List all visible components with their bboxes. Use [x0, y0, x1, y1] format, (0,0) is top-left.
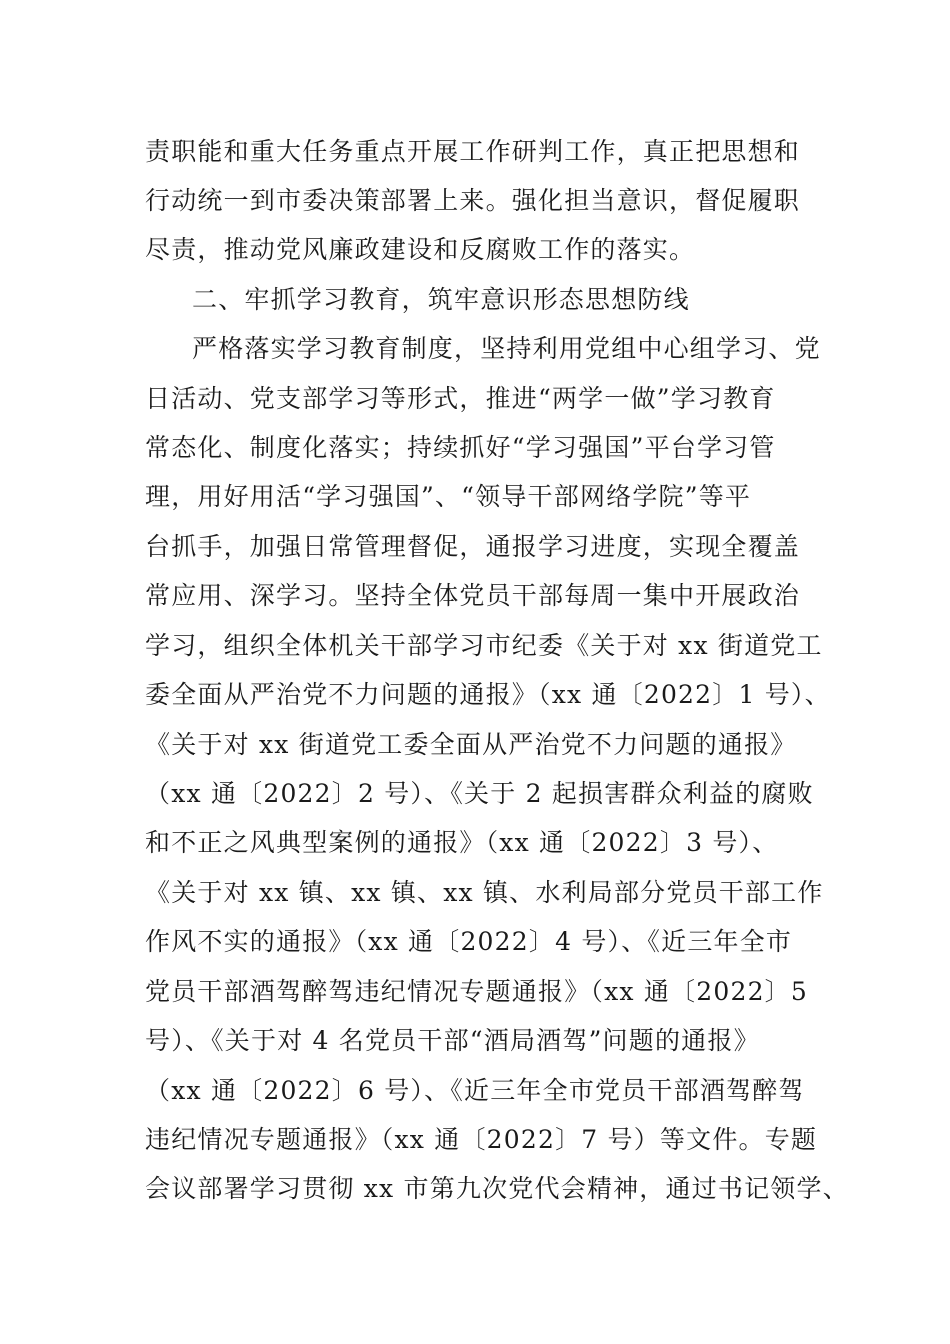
section-heading: 二、牢抓学习教育，筑牢意识形态思想防线	[192, 285, 690, 314]
text-line: 台抓手，加强日常管理督促，通报学习进度，实现全覆盖	[145, 532, 801, 561]
text-line: 常态化、制度化落实；持续抓好“学习强国”平台学习管	[145, 433, 776, 462]
text-line: 理，用好用活“学习强国”、“领导干部网络学院”等平	[145, 482, 752, 511]
text-line: 责职能和重大任务重点开展工作研判工作，真正把思想和	[145, 137, 801, 166]
text-line: （xx 通〔2022〕6 号）、《近三年全市党员干部酒驾醉驾	[145, 1076, 805, 1105]
text-line: 常应用、深学习。坚持全体党员干部每周一集中开展政治	[145, 581, 801, 610]
text-line: （xx 通〔2022〕2 号）、《关于 2 起损害群众利益的腐败	[145, 779, 814, 808]
text-line: 行动统一到市委决策部署上来。强化担当意识，督促履职	[145, 186, 801, 215]
text-line: 《关于对 xx 镇、xx 镇、xx 镇、水利局部分党员干部工作	[145, 878, 824, 907]
text-line: 尽责，推动党风廉政建设和反腐败工作的落实。	[145, 235, 696, 264]
text-line: 作风不实的通报》（xx 通〔2022〕4 号）、《近三年全市	[145, 927, 793, 956]
text-line: 日活动、党支部学习等形式，推进“两学一做”学习教育	[145, 384, 776, 413]
text-line: 会议部署学习贯彻 xx 市第九次党代会精神，通过书记领学、	[145, 1174, 849, 1203]
text-line: 学习，组织全体机关干部学习市纪委《关于对 xx 街道党工	[145, 631, 823, 660]
text-line: 党员干部酒驾醉驾违纪情况专题通报》（xx 通〔2022〕5	[145, 977, 808, 1006]
text-line: 号）、《关于对 4 名党员干部“酒局酒驾”问题的通报》	[145, 1026, 760, 1055]
text-line: 和不正之风典型案例的通报》（xx 通〔2022〕3 号）、	[145, 828, 779, 857]
text-line: 委全面从严治党不力问题的通报》（xx 通〔2022〕1 号）、	[145, 680, 831, 709]
text-line: 严格落实学习教育制度，坚持利用党组中心组学习、党	[192, 334, 821, 363]
text-line: 违纪情况专题通报》（xx 通〔2022〕7 号）等文件。专题	[145, 1125, 818, 1154]
text-line: 《关于对 xx 街道党工委全面从严治党不力问题的通报》	[145, 730, 797, 759]
